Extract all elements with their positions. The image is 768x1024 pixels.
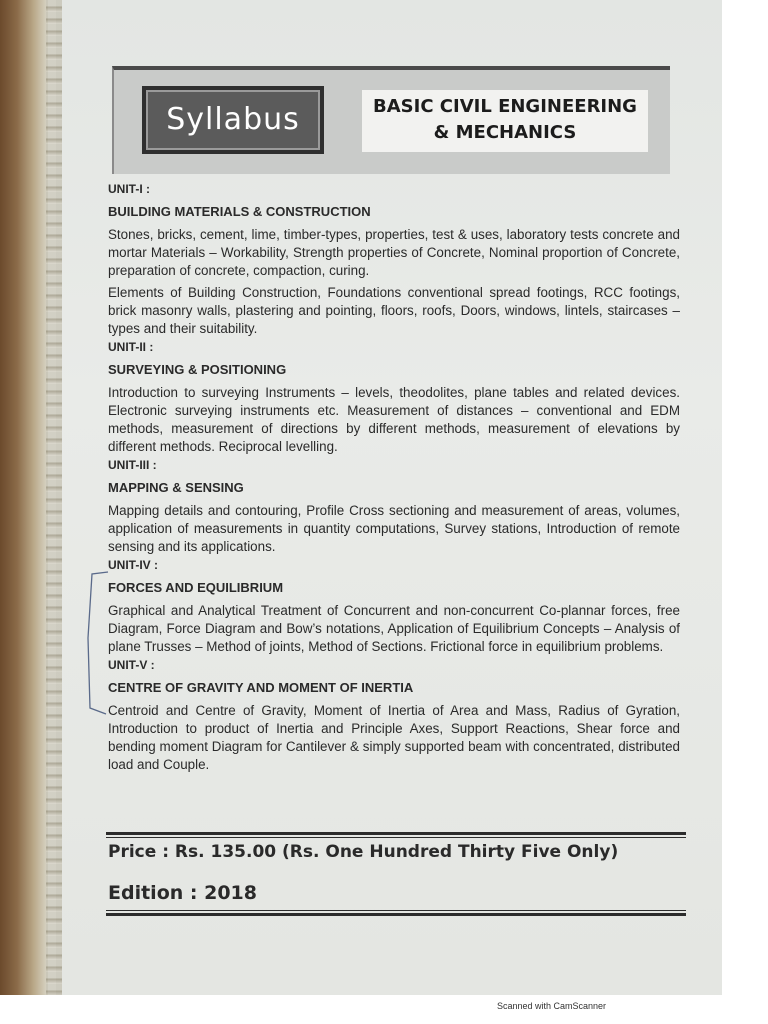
unit-paragraph: Mapping details and contouring, Profile Cross sectioning and measurement of areas, volumes, application of measurements in quantity computations, Survey stations, Introduction of remote sensing and its applications. [108,503,680,554]
unit-label: UNIT-IV : [108,558,158,572]
syllabus-badge: Syllabus [142,86,324,154]
unit-2 [108,340,680,456]
unit-heading: FORCES AND EQUILIBRIUM [108,580,284,595]
edition-line: Edition : 2018 [108,882,257,904]
unit-heading: BUILDING MATERIALS & CONSTRUCTION [108,204,371,219]
pen-bracket-mark [80,568,110,718]
unit-paragraph: Stones, bricks, cement, lime, timber-types, properties, test & uses, laboratory tests concrete and mortar Materials – Workability, Strength properties of Concrete, Nominal proportion of Concrete, preparation of concrete, compaction, curing. [108,227,680,278]
divider-bottom-thin [106,910,686,911]
unit-3 [108,458,680,556]
course-title-line2: & MECHANICS [433,122,577,143]
divider-top-thin [106,837,686,838]
spiral-binding [46,0,62,995]
course-title [362,90,648,152]
unit-5 [108,658,680,774]
unit-4 [108,558,680,656]
syllabus-content [108,180,680,776]
price-line: Price : Rs. 135.00 (Rs. One Hundred Thirty Five Only) [108,842,619,862]
unit-paragraph: Centroid and Centre of Gravity, Moment of Inertia of Area and Mass, Radius of Gyration, Introduction to product of Inertia and Principle Axes, Support Reactions, Shear force and bending moment Diagram for Cantilever & simply supported beam with concentrated, distributed load and Couple. [108,703,680,772]
divider-top-thick [106,832,686,835]
unit-paragraph: Elements of Building Construction, Foundations conventional spread footings, RCC footings, brick masonry walls, plastering and pointing, floors, roofs, Doors, windows, lintels, staircases – types and their suitability. [108,285,680,336]
course-title-line1: BASIC CIVIL ENGINEERING [373,96,637,117]
unit-label: UNIT-III : [108,458,157,472]
book-binding-edge [0,0,48,995]
divider-bottom-thick [106,913,686,916]
unit-1 [108,182,680,338]
unit-label: UNIT-V : [108,658,155,672]
unit-label: UNIT-II : [108,340,154,354]
unit-paragraph: Introduction to surveying Instruments – levels, theodolites, plane tables and related devices. Electronic surveying instruments etc. Measurement of distances – conventional and EDM methods, measurement of directions by different methods, measurement of elevations by different methods. Reciprocal levelling. [108,385,680,454]
unit-heading: MAPPING & SENSING [108,480,244,495]
unit-label: UNIT-I : [108,182,150,196]
unit-heading: CENTRE OF GRAVITY AND MOMENT OF INERTIA [108,680,414,695]
unit-heading: SURVEYING & POSITIONING [108,362,287,377]
unit-paragraph: Graphical and Analytical Treatment of Concurrent and non-concurrent Co-plannar forces, free Diagram, Force Diagram and Bow’s notations, Application of Equilibrium Concepts – Analysis of plane Trusses – Method of joints, Method of Sections. Frictional force in equilibrium problems. [108,603,680,654]
background-margin [722,0,768,995]
scanner-watermark: Scanned with CamScanner [497,1001,607,1011]
